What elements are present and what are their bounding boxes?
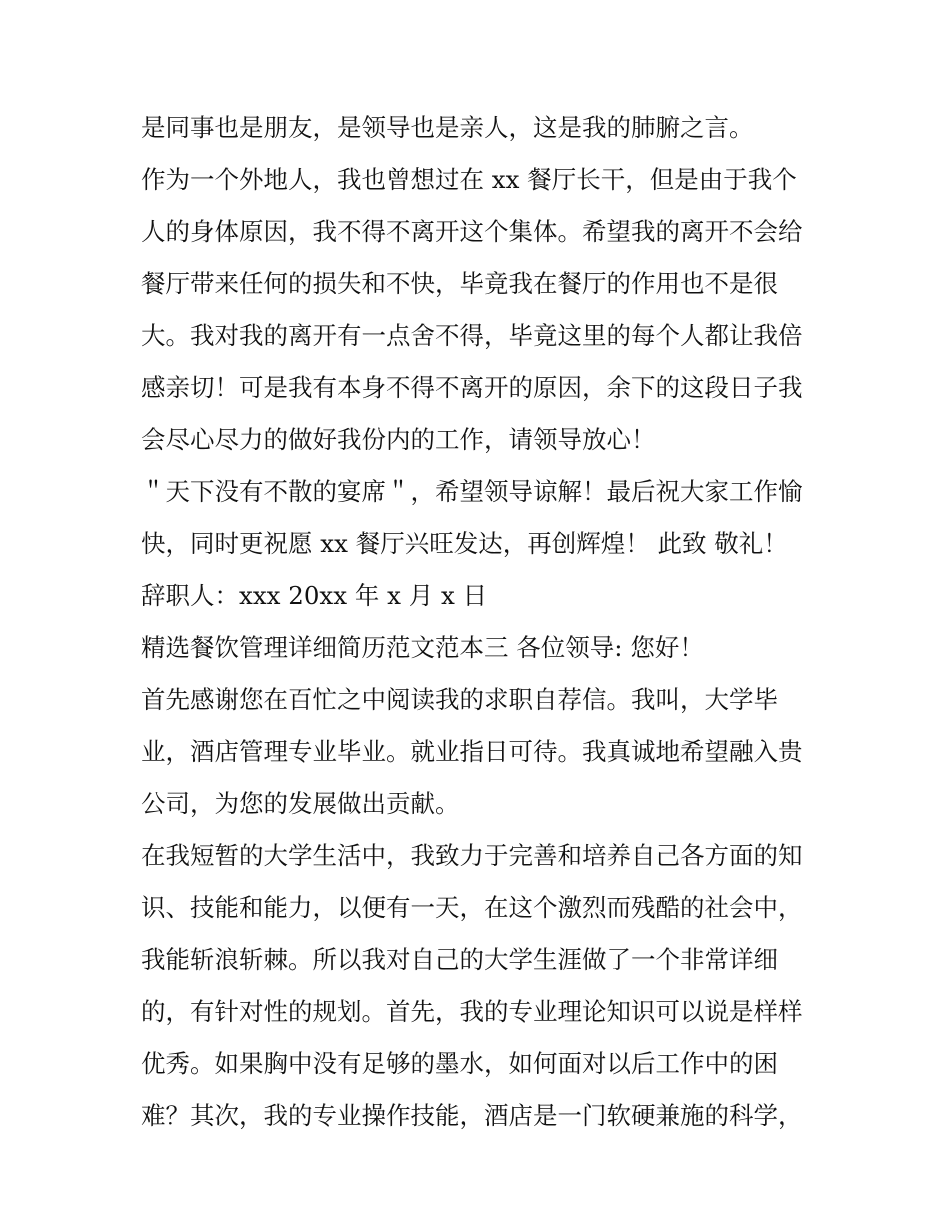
text-line: 难？其次，我的专业操作技能，酒店是一门软硬兼施的科学， (141, 1101, 803, 1130)
text-line: 在我短暂的大学生活中，我致力于完善和培养自己各方面的知 (141, 841, 803, 870)
text-line: 识、技能和能力，以便有一天，在这个激烈而残酷的社会中， (141, 893, 803, 922)
text-line: 优秀。如果胸中没有足够的墨水，如何面对以后工作中的困 (141, 1049, 778, 1078)
text-line: 作为一个外地人，我也曾想过在 xx 餐厅长干，但是由于我个 (141, 165, 797, 194)
text-line: 人的身体原因，我不得不离开这个集体。希望我的离开不会给 (141, 217, 803, 246)
text-line: 首先感谢您在百忙之中阅读我的求职自荐信。我叫，大学毕 (141, 685, 778, 714)
text-line: 我能斩浪斩棘。所以我对自己的大学生涯做了一个非常详细 (141, 945, 778, 974)
text-line: 会尽心尽力的做好我份内的工作，请领导放心！ (141, 425, 656, 454)
text-line: 业，酒店管理专业毕业。就业指日可待。我真诚地希望融入贵 (141, 737, 803, 766)
text-line: 餐厅带来任何的损失和不快，毕竟我在餐厅的作用也不是很 (141, 269, 778, 298)
text-line: 感亲切！可是我有本身不得不离开的原因，余下的这段日子我 (141, 373, 803, 402)
text-line: 是同事也是朋友，是领导也是亲人，这是我的肺腑之言。 (141, 113, 754, 142)
document-body (141, 102, 821, 1142)
text-line: ＂天下没有不散的宴席＂，希望领导谅解！最后祝大家工作愉 (141, 477, 803, 506)
text-line: 公司，为您的发展做出贡献。 (141, 789, 460, 818)
text-line: 快，同时更祝愿 xx 餐厅兴旺发达，再创辉煌！ 此致 敬礼！ (141, 529, 788, 558)
text-line: 大。我对我的离开有一点舍不得，毕竟这里的每个人都让我倍 (141, 321, 803, 350)
signature-line: 辞职人：xxx 20xx 年 x 月 x 日 (141, 581, 488, 610)
text-line: 的，有针对性的规划。首先，我的专业理论知识可以说是样样 (141, 997, 803, 1026)
section-heading: 精选餐饮管理详细简历范文范本三 各位领导: 您好！ (141, 633, 704, 662)
